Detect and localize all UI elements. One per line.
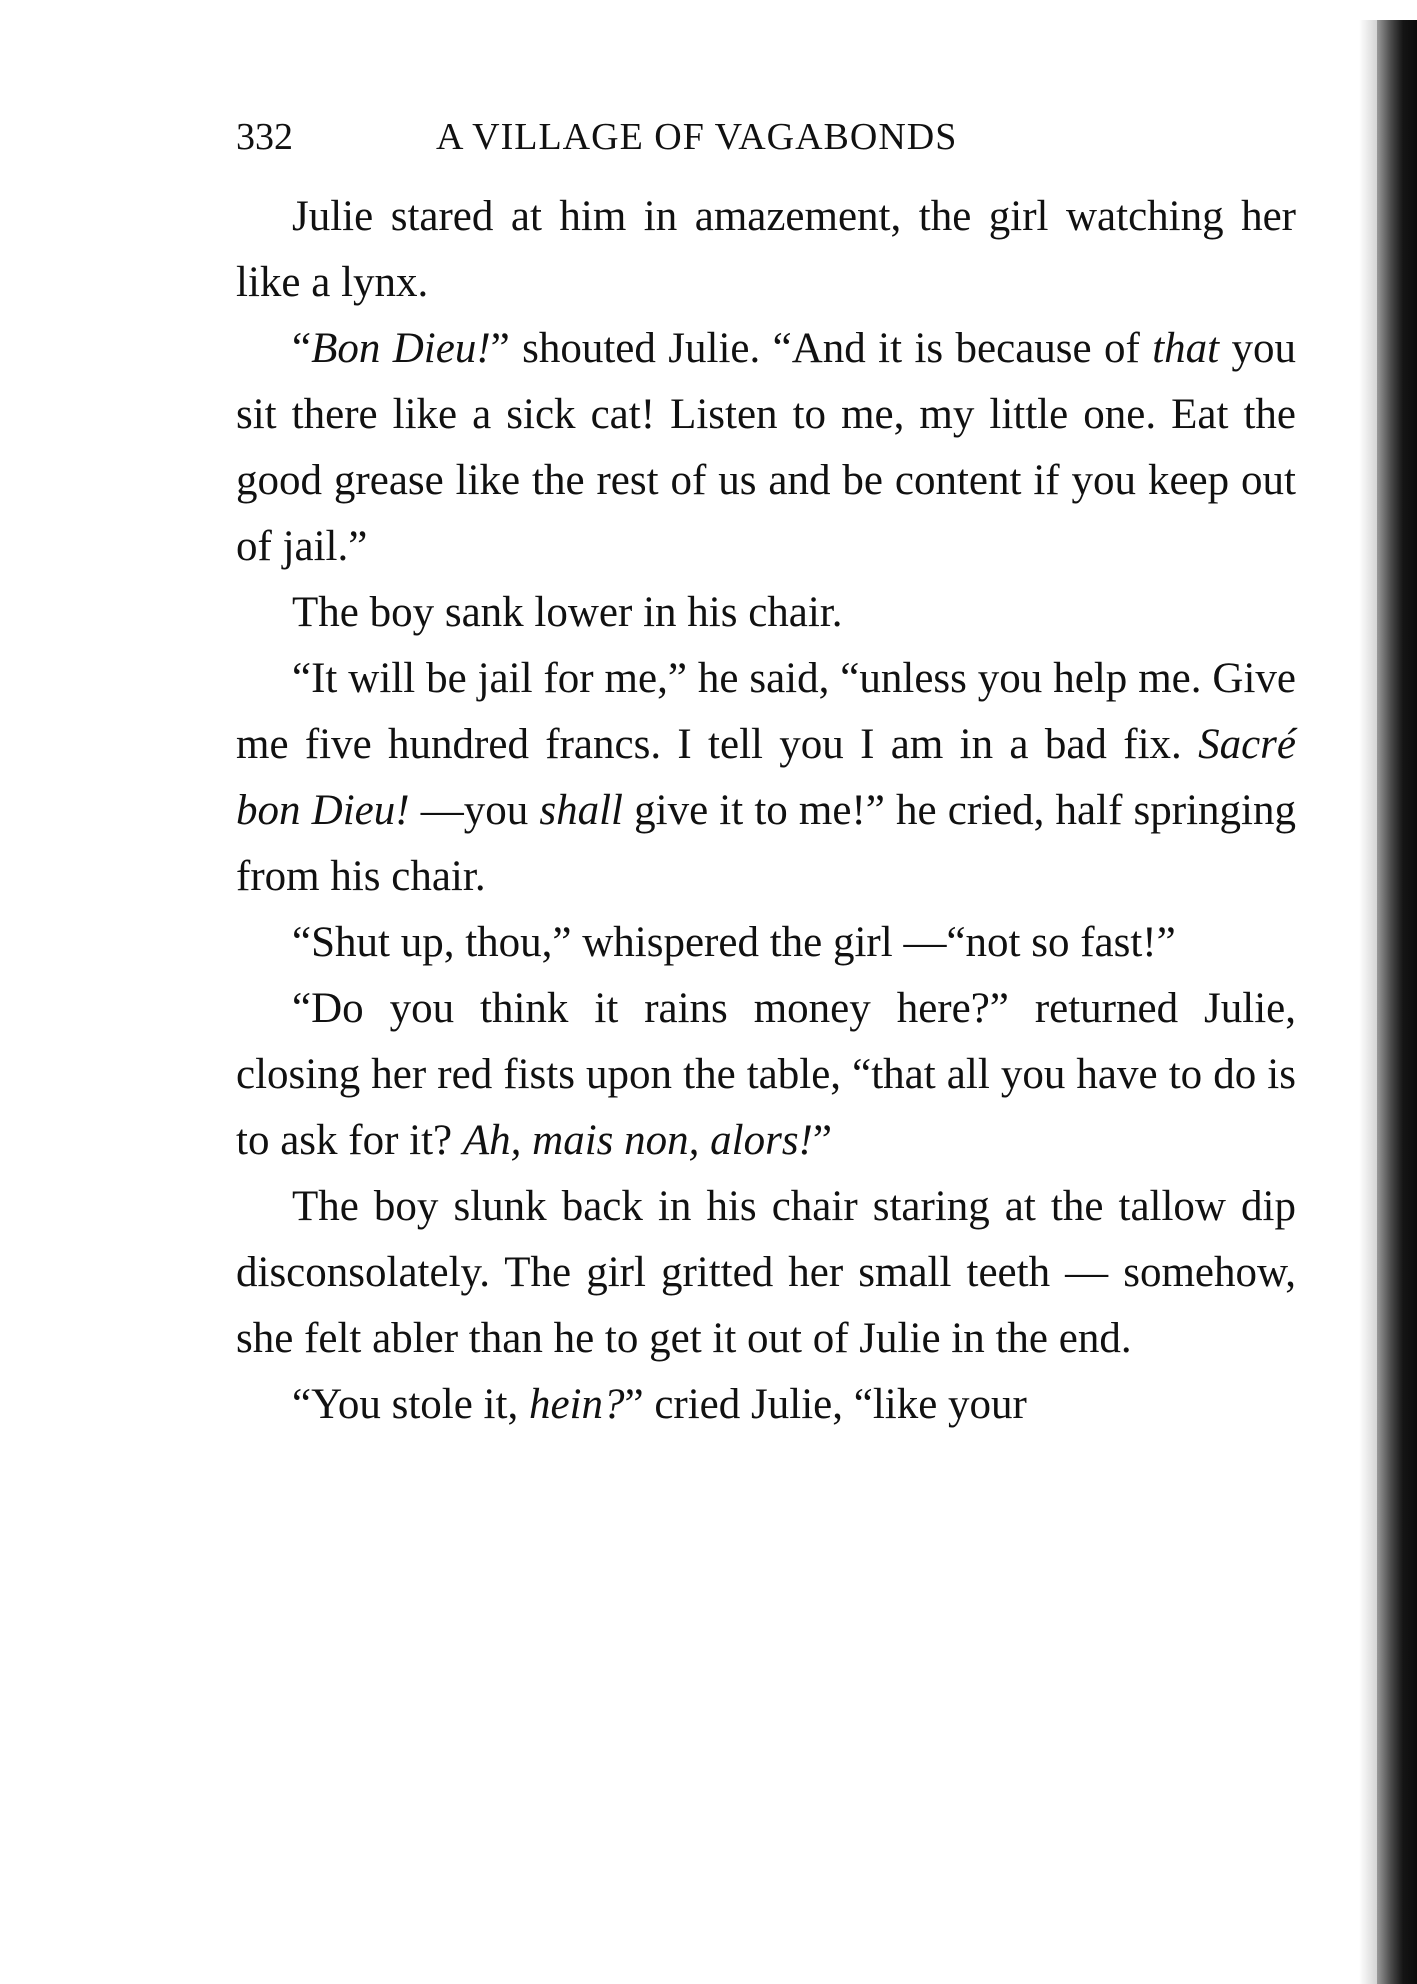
text-run: “You stole it, [292, 1381, 529, 1428]
body-text [236, 184, 1296, 1438]
italic-text-run: shall [539, 787, 623, 834]
text-run: “Shut up, thou,” whispered the girl —“not so fast!” [292, 919, 1176, 966]
paragraph [236, 910, 1296, 976]
text-run: The boy slunk back in his chair staring at the tallow dip disconsolately. The girl gritted her small teeth — somehow, she felt abler than he to get it out of Julie in the end. [236, 1183, 1296, 1362]
paragraph [236, 1174, 1296, 1372]
italic-text-run: Ah, mais non, alors! [462, 1117, 813, 1164]
paragraph [236, 646, 1296, 910]
text-run: “Do you think it rains money here?” returned Julie, closing her red fists upon the table, “that all you have to do is to ask for it? [236, 985, 1296, 1164]
text-run: —you [409, 787, 540, 834]
running-title: A VILLAGE OF VAGABONDS [436, 116, 958, 158]
italic-text-run: that [1152, 325, 1220, 372]
running-header [236, 110, 1296, 164]
paragraph [236, 316, 1296, 580]
book-gutter-edge [1377, 20, 1417, 1984]
paragraph [236, 184, 1296, 316]
italic-text-run: hein? [528, 1381, 625, 1428]
italic-text-run: Bon Dieu! [311, 325, 491, 372]
page-edge-shadow [1359, 20, 1377, 1984]
page-number: 332 [236, 116, 293, 158]
paragraph [236, 976, 1296, 1174]
text-run: Julie stared at him in amazement, the girl watching her like a lynx. [236, 193, 1296, 306]
paragraph [236, 1372, 1296, 1438]
text-run: “It will be jail for me,” he said, “unless you help me. Give me five hundred francs. I tell you I am in a bad fix. [236, 655, 1296, 768]
text-run: The boy sank lower in his chair. [292, 589, 843, 636]
text-run: ” cried Julie, “like your [624, 1381, 1027, 1428]
text-run: give it to me!” he cried, half springing from his chair. [236, 787, 1297, 900]
paragraph [236, 580, 1296, 646]
text-run: “ [292, 325, 312, 372]
text-run: ” shouted Julie. “And it is because of [490, 325, 1153, 372]
italic-text-run: Sacré bon Dieu! [236, 721, 1296, 834]
text-run: ” [812, 1117, 832, 1164]
text-run: you sit there like a sick cat! Listen to me, my little one. Eat the good grease like the rest of us and be content if you keep out of jail.” [236, 325, 1296, 570]
